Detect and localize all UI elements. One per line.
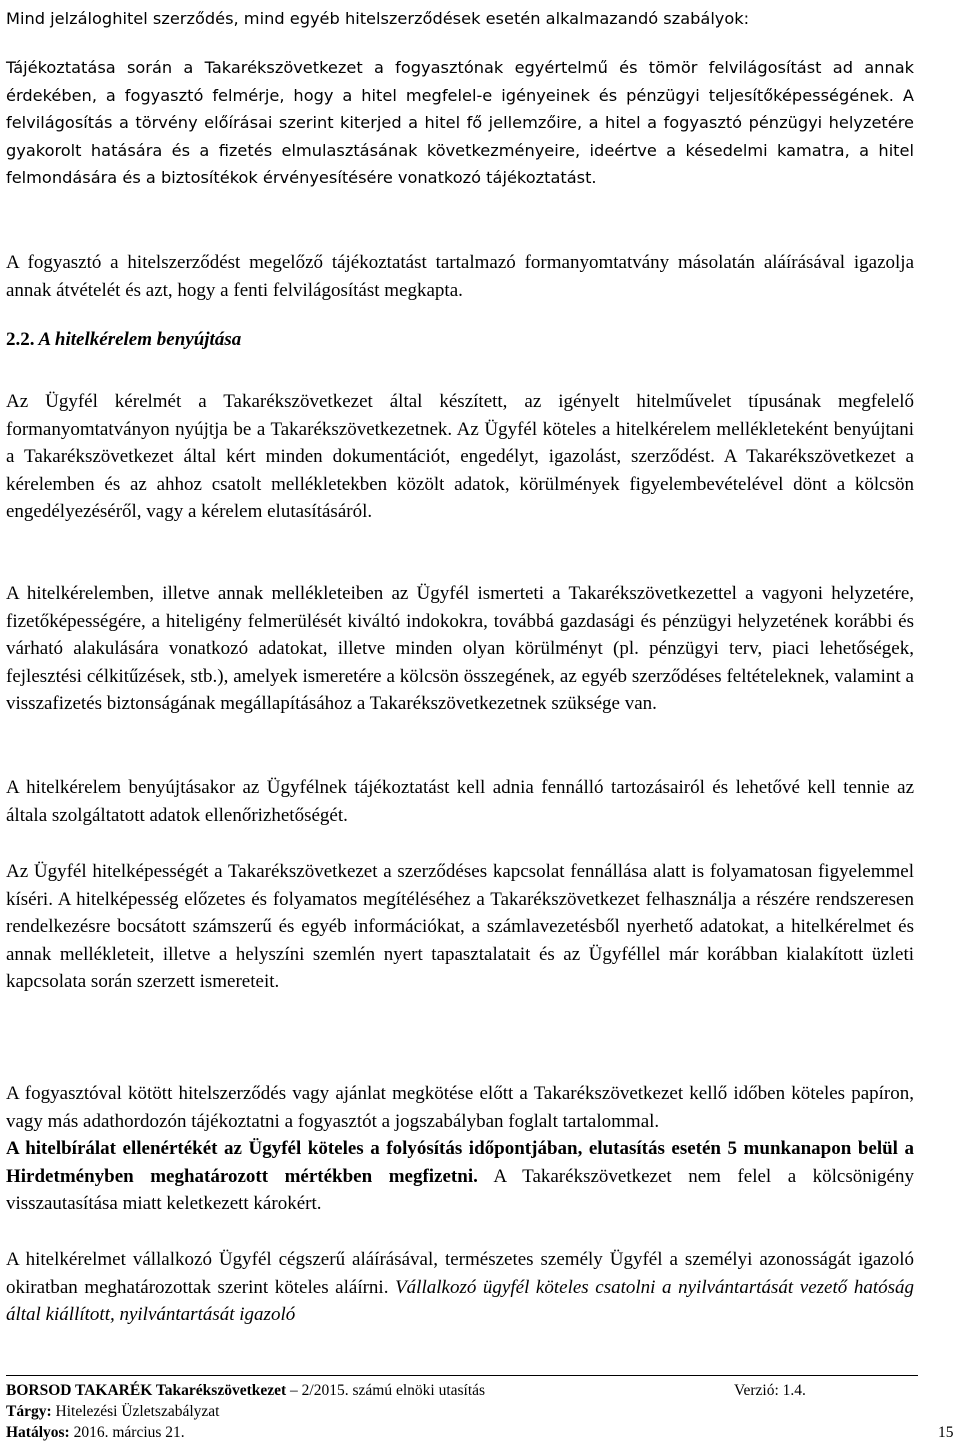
footer-line-2	[6, 1401, 956, 1422]
footer-effective-date: 2016. március 21.	[69, 1424, 185, 1441]
paragraph-signature-italic: Vállalkozó ügyfél köteles csatolni a nyilvántartását vezető hatóság által kiállított, nyilvántartását igazoló	[6, 1276, 914, 1326]
paragraph-information: Tájékoztatása során a Takarékszövetkezet a fogyasztónak egyértelmű és tömör felvilágosítást ad annak érdekében, a fogyasztó felmérje, hogy a hitel megfelel-e igényeinek és pénzügyi teljesítőképességének. A felvilágosítás a törvény előírásai szerint kiterjed a hitel fő jellemzőire, a hitel a fogyasztó pénzügyi helyzetére gyakorolt hatására és a fizetés elmulasztásának következményeire, ideértve a késedelmi kamatra, a hitel felmondására és a biztosítékok érvényesítésére vonatkozó tájékoztatást.	[6, 58, 914, 187]
footer-subject: Hitelezési Üzletszabályzat	[51, 1403, 220, 1420]
section-heading-number: 2.2.	[6, 329, 35, 350]
paragraph-application: Az Ügyfél kérelmét a Takarékszövetkezet által készített, az igényelt hitelművelet típusának megfelelő formanyomtatványon nyújtja be a Takarékszövetkezetnek. Az Ügyfél köteles a hitelkérelem mellékleteként benyújtani a Takarékszövetkezet által kért minden dokumentációt, engedélyt, igazolást, szerződést. A Takarékszövetkezet a kérelemben és az ahhoz csatolt mellékletekben közölt adatok, körülmények figyelembevételével dönt a kölcsön engedélyezéséről, vagy a kérelem elutasításáról.	[6, 391, 914, 523]
paragraph-fee	[6, 1135, 914, 1218]
section-heading-text: A hitelkérelem benyújtása	[38, 329, 242, 350]
footer-version: Verzió: 1.4.	[734, 1382, 806, 1399]
paragraph-signature-text: A hitelkérelmet vállalkozó Ügyfél cégszerű aláírásával, természetes személy Ügyfél a személyi azonosságát igazoló okiratban meghatározottak szerint köteles aláírni.	[6, 1249, 914, 1298]
footer-effective-label: Hatályos:	[6, 1424, 70, 1441]
paragraph-fee-bold: A hitelbírálat ellenértékét az Ügyfél köteles a folyósítás időpontjában, elutasítás esetén 5 munkanapon belül a Hirdetményben meghatározott mértékben megfizetni.	[6, 1138, 914, 1187]
footer-line-3	[6, 1422, 956, 1443]
paragraph-consumer-information-text: A fogyasztóval kötött hitelszerződés vagy ajánlat megkötése előtt a Takarékszövetkezet kellő időben köteles papíron, vagy más adathordozón tájékoztatni a fogyasztót a jogszabályban foglalt tartalommal.	[6, 1083, 914, 1132]
paragraph-application-contents: A hitelkérelemben, illetve annak mellékleteiben az Ügyfél ismerteti a Takarékszövetkezettel a vagyoni helyzetére, fizetőképességére, a hiteligény felmerülését kiváltó indokokra, továbbá gazdasági és pénzügyi helyzetének korábbi és várható alakulására vonatkozó adatokat, illetve minden olyan körülményt (pl. pénzügyi terv, piaci lehetőségek, fejlesztési célkitűzések, stb.), amelyek ismeretére a kölcsön összegének, az egyéb szerződéses feltételeknek, valamint a visszafizetés biztonságának megállapításához a Takarékszövetkezetnek szüksége van.	[6, 583, 914, 715]
paragraph-consumer-information	[6, 1080, 914, 1218]
page-number: 15	[938, 1424, 954, 1441]
paragraph-fee-rest: A Takarékszövetkezet nem felel a kölcsönigény visszautasítása miatt keletkezett károkért.	[6, 1165, 914, 1215]
footer-subject-label: Tárgy:	[6, 1403, 52, 1420]
page-footer	[6, 1380, 956, 1443]
paragraph-form-copy: A fogyasztó a hitelszerződést megelőző tájékoztatást tartalmazó formanyomtatvány másolatán aláírásával igazolja annak átvételét és azt, hogy a fenti felvilágosítást megkapta.	[6, 252, 914, 301]
footer-instruction: – 2/2015. számú elnöki utasítás	[286, 1382, 486, 1399]
paragraph-signature	[6, 1246, 914, 1329]
footer-line-1	[6, 1380, 956, 1401]
paragraph-creditworthiness: Az Ügyfél hitelképességét a Takarékszövetkezet a szerződéses kapcsolat fennállása alatt is folyamatosan figyelemmel kíséri. A hitelképesség előzetes és folyamatos megítéléséhez a Takarékszövetkezet felhasználja a részére rendszeresen rendelkezésre bocsátott számszerű és egyéb információkat, a számlavezetésből nyerhető adatokat, a hitelkérelmet és annak mellékleteit, illetve a helyszíni szemlén nyert tapasztalatait és az Ügyféllel már korábban kialakított üzleti kapcsolata során szerzett ismereteit.	[6, 861, 914, 993]
section-heading	[6, 326, 241, 354]
section-title: Mind jelzáloghitel szerződés, mind egyéb hitelszerződések esetén alkalmazandó szabályok:	[6, 9, 750, 28]
footer-divider	[6, 1375, 918, 1376]
paragraph-debts: A hitelkérelem benyújtásakor az Ügyfélnek tájékoztatást kell adnia fennálló tartozásairól és lehetővé kell tennie az általa szolgáltatott adatok ellenőrizhetőségét.	[6, 777, 914, 826]
footer-company: BORSOD TAKARÉK Takarékszövetkezet	[6, 1382, 287, 1399]
